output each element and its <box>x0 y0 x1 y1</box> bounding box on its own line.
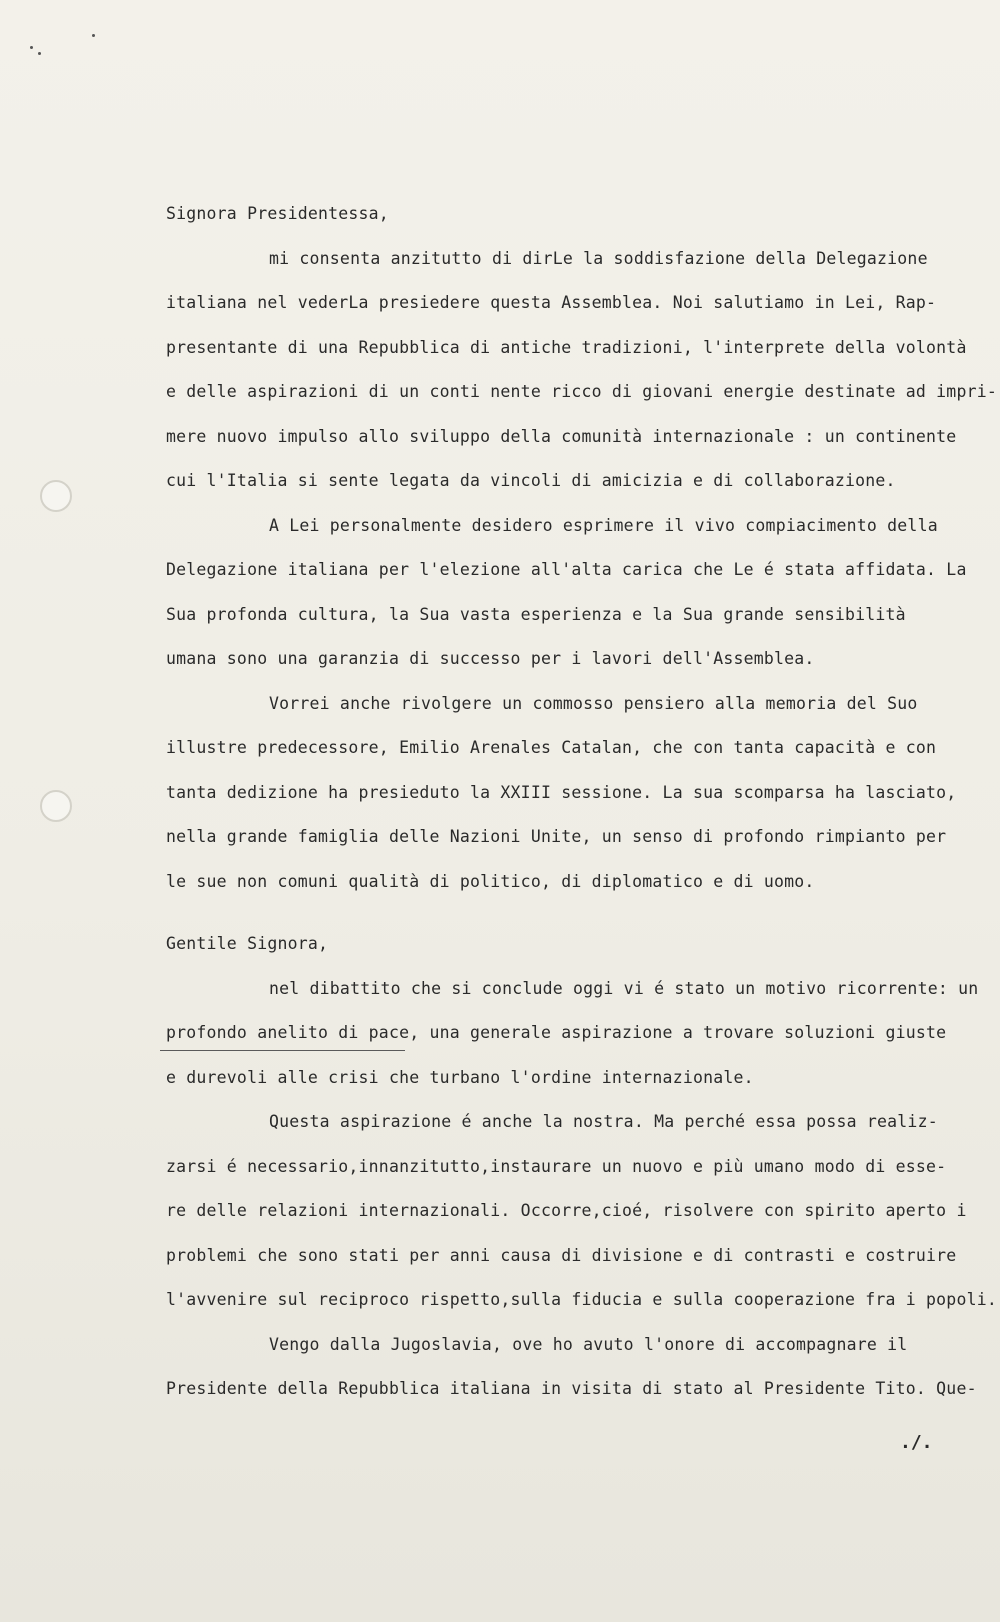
text-line: Presidente della Repubblica italiana in visita di stato al Presidente Tito. Que- <box>166 1379 977 1398</box>
text-line: A Lei personalmente desidero esprimere il vivo compiacimento della <box>269 515 938 535</box>
text-line: nella grande famiglia delle Nazioni Unite, un senso di profondo rimpianto per <box>166 827 947 846</box>
text-line: mi consenta anzitutto di dirLe la soddisfazione della Delegazione <box>269 248 928 268</box>
text-line: l'avvenire sul reciproco rispetto,sulla fiducia e sulla cooperazione fra i popoli. <box>166 1290 997 1309</box>
text-line: zarsi é necessario,innanzitutto,instaurare un nuovo e più umano modo di esse- <box>166 1156 947 1176</box>
text-line: Signora Presidentessa, <box>166 204 389 223</box>
text-line: tanta dedizione ha presieduto la XXIII sessione. La sua scomparsa ha lasciato, <box>166 782 957 802</box>
text-line: Delegazione italiana per l'elezione all'alta carica che Le é stata affidata. La <box>166 560 967 579</box>
text-line: Sua profonda cultura, la Sua vasta esperienza e la Sua grande sensibilità <box>166 604 906 624</box>
text-line: italiana nel vederLa presiedere questa Assemblea. Noi salutiamo in Lei, Rap- <box>166 293 937 312</box>
text-line: presentante di una Repubblica di antiche tradizioni, l'interprete della volontà <box>166 337 967 357</box>
text-line: Vengo dalla Jugoslavia, ove ho avuto l'onore di accompagnare il <box>269 1334 908 1354</box>
paper-speck <box>30 46 33 49</box>
text-line: cui l'Italia si sente legata da vincoli di amicizia e di collaborazione. <box>166 471 896 490</box>
punch-hole <box>40 790 72 822</box>
punch-hole <box>40 480 72 512</box>
text-line: mere nuovo impulso allo sviluppo della comunità internazionale : un continente <box>166 426 957 446</box>
text-line: profondo anelito di pace, una generale aspirazione a trovare soluzioni giuste <box>166 1023 947 1042</box>
text-line: nel dibattito che si conclude oggi vi é stato un motivo ricorrente: un <box>269 978 979 998</box>
text-line: Gentile Signora, <box>166 934 329 953</box>
text-line: re delle relazioni internazionali. Occorre,cioé, risolvere con spirito aperto i <box>166 1201 967 1220</box>
text-line: umana sono una garanzia di successo per i lavori dell'Assemblea. <box>166 649 815 668</box>
paper-speck <box>92 34 95 37</box>
paragraph-gap <box>166 904 956 922</box>
paper-speck <box>38 52 41 55</box>
text-line: e durevoli alle crisi che turbano l'ordine internazionale. <box>166 1067 754 1087</box>
continuation-mark: ./. <box>900 1432 933 1453</box>
text-line: problemi che sono stati per anni causa di divisione e di contrasti e costruire <box>166 1245 957 1265</box>
text-line: Questa aspirazione é anche la nostra. Ma perché essa possa realiz- <box>269 1112 938 1131</box>
letter-body <box>166 192 997 1412</box>
text-line: e delle aspirazioni di un conti nente ricco di giovani energie destinate ad impri- <box>166 382 997 401</box>
text-line: Vorrei anche rivolgere un commosso pensiero alla memoria del Suo <box>269 693 918 713</box>
text-line: illustre predecessore, Emilio Arenales Catalan, che con tanta capacità e con <box>166 738 937 757</box>
text-line: le sue non comuni qualità di politico, di diplomatico e di uomo. <box>166 871 815 891</box>
